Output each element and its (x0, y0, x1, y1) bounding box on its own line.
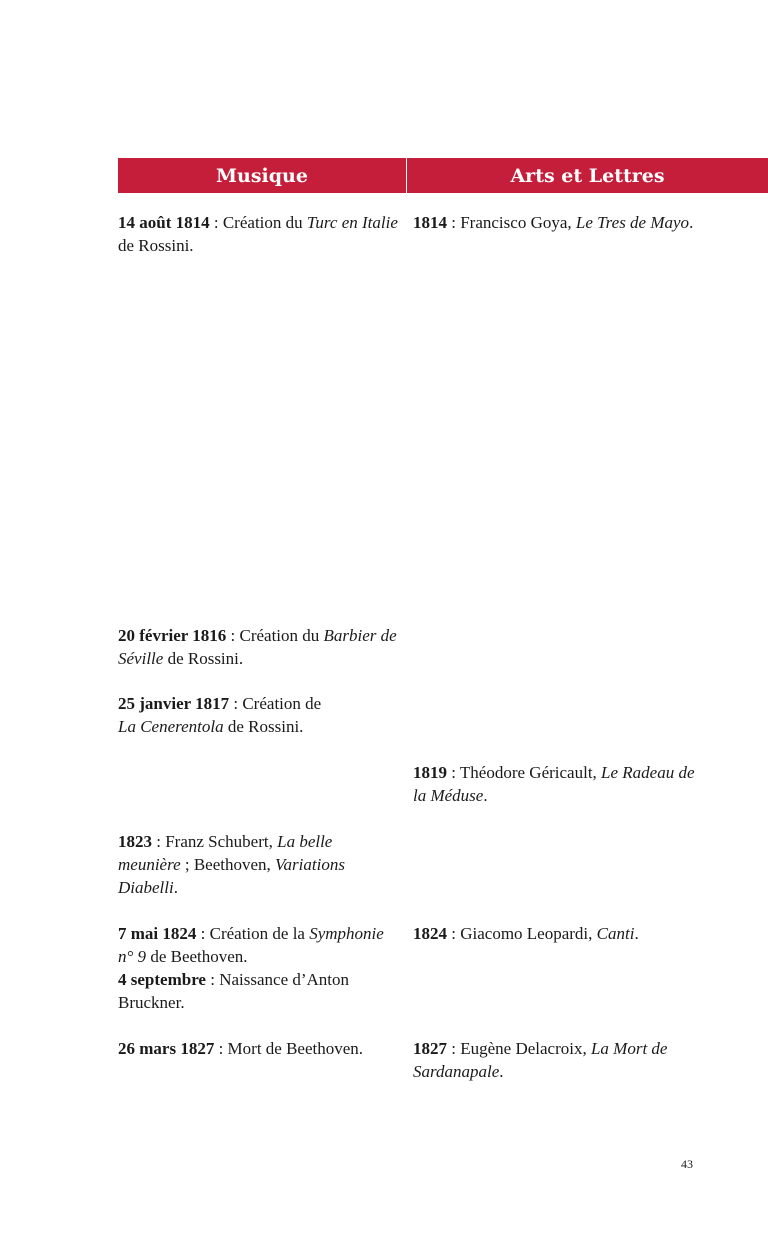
work-title: Turc en Italie (306, 213, 398, 232)
arts-entry-1827 (413, 1037, 703, 1083)
work-title: Variations Diabelli (118, 855, 345, 897)
entry-text: . (499, 1062, 504, 1081)
page-number: 43 (681, 1157, 693, 1171)
entry-text: : Giacomo Leopardi, (447, 924, 597, 943)
entry-text: de Rossini. (223, 717, 304, 736)
music-entry-1823 (118, 830, 398, 899)
work-title: La Cenerentola (118, 717, 224, 736)
work-title: Barbier de Séville (118, 626, 397, 668)
entry-text: . (634, 924, 639, 943)
entry-date: 1814 (413, 213, 447, 232)
column-header-music: Musique (118, 158, 406, 193)
entry-text: . (689, 213, 694, 232)
entry-text: : Francisco Goya, (447, 213, 576, 232)
entry-date: 25 janvier 1817 (118, 694, 230, 713)
entry-date: 1819 (413, 763, 447, 782)
entry-date: 20 février 1816 (118, 626, 227, 645)
music-entry-1817 (118, 692, 398, 738)
entry-text: : Création de la (196, 924, 310, 943)
entry-text: : Franz Schubert, (152, 832, 278, 851)
music-entry-1814 (118, 211, 398, 257)
entry-date: 1827 (413, 1039, 447, 1058)
entry-date: 7 mai 1824 (118, 924, 197, 943)
entry-text: : Création du (226, 626, 324, 645)
arts-entry-1819 (413, 761, 703, 807)
work-title: La belle meunière (118, 832, 333, 874)
entry-date: 14 août 1814 (118, 213, 210, 232)
work-title: La Mort de Sardanapale (413, 1039, 668, 1081)
entry-text: de Rossini. (163, 649, 244, 668)
entry-text: : Création de (229, 694, 322, 713)
music-entry-1816 (118, 624, 398, 670)
music-entry-1827 (118, 1037, 398, 1060)
arts-entry-1824 (413, 922, 703, 945)
entry-text: de Beethoven. (146, 947, 248, 966)
work-title: Canti (596, 924, 635, 943)
work-title: Le Tres de Mayo (575, 213, 690, 232)
entry-text: de Rossini. (118, 236, 194, 255)
column-header-arts: Arts et Lettres (407, 158, 768, 193)
entry-date: 26 mars 1827 (118, 1039, 215, 1058)
entry-text: : Théodore Géricault, (447, 763, 602, 782)
entry-text: : Naissance d’Anton Bruckner. (118, 970, 350, 1012)
entry-text: . (173, 878, 178, 897)
entry-date: 1823 (118, 832, 152, 851)
music-entry-1824 (118, 922, 398, 1014)
work-title: Symphonie n° 9 (118, 924, 384, 966)
entry-date: 1824 (413, 924, 447, 943)
entry-text: : Création du (209, 213, 307, 232)
entry-text: ; Beethoven, (180, 855, 276, 874)
entry-text: . (483, 786, 488, 805)
entry-date: 4 septembre (118, 970, 206, 989)
entry-text: : Mort de Beethoven. (214, 1039, 364, 1058)
arts-entry-1814 (413, 211, 703, 234)
work-title: Le Radeau de la Méduse (413, 763, 695, 805)
entry-text: : Eugène Delacroix, (447, 1039, 591, 1058)
table-header (118, 158, 768, 193)
